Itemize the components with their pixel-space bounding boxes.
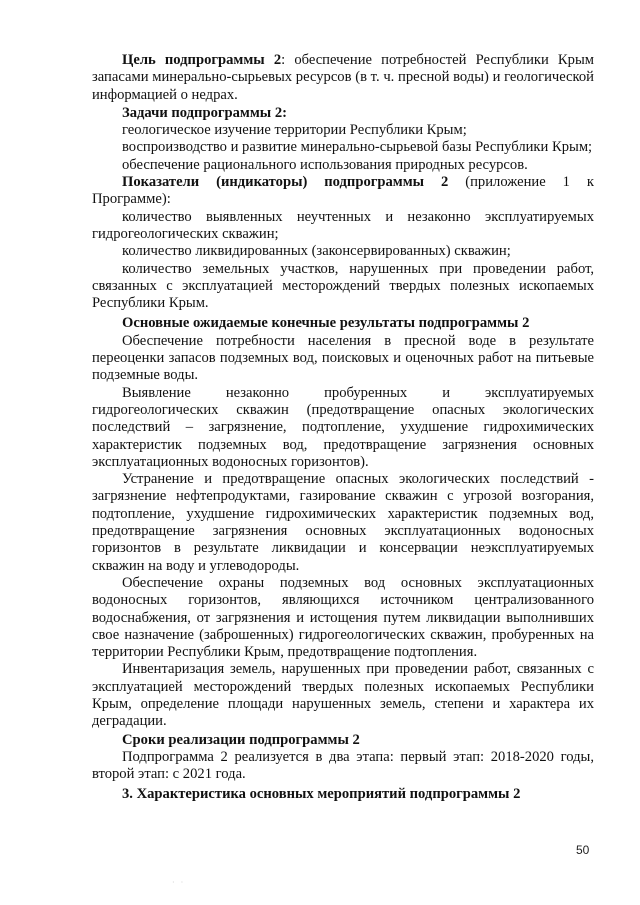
- results-paragraph: Обеспечение охраны подземных вод основных эксплуатационных водоносных горизонтов, являющихся источником централизованного водоснабжения, от загрязнения и истощения путем ликвидации выполнивших свое назначение (заброшенных) гидрогеологических скважин, пробуренных на территории Республики Крым, предотвращение подтопления.: [92, 574, 594, 661]
- results-paragraph: Инвентаризация земель, нарушенных при проведении работ, связанных с эксплуатацией месторождений твердых полезных ископаемых Республики Крым, определение площади нарушенных земель, степени и характера их деградации.: [92, 661, 594, 730]
- indicators-paragraph: [92, 174, 594, 209]
- task-item: воспроизводство и развитие минерально-сырьевой базы Республики Крым;: [122, 139, 593, 156]
- task-item: геологическое изучение территории Республики Крым;: [122, 122, 467, 139]
- section-3-heading: 3. Характеристика основных мероприятий подпрограммы 2: [122, 786, 521, 803]
- task-item: обеспечение рационального использования природных ресурсов.: [122, 156, 528, 173]
- goal-text: : обеспечение потребностей Республики Крым запасами минерально-сырьевых ресурсов (в т. ч. пресной воды) и геологической информацией о недрах.: [92, 52, 594, 103]
- results-paragraph: Обеспечение потребности населения в пресной воде в результате переоценки запасов подземных вод, поисковых и оценочных работ на питьевые подземные воды.: [92, 332, 594, 384]
- results-heading: Основные ожидаемые конечные результаты подпрограммы 2: [122, 315, 530, 332]
- page-number: 50: [576, 843, 590, 857]
- results-paragraph: Устранение и предотвращение опасных экологических последствий - загрязнение нефтепродуктами, газирование скважин с угрозой возгорания, подтопление, ухудшение гидрохимических характеристик подземных вод, предотвращение загрязнения основных эксплуатационных водоносных горизонтов в результате ликвидации и консервации неэксплуатируемых скважин на воду и углеводороды.: [92, 471, 594, 574]
- results-paragraph: Выявление незаконно пробуренных и эксплуатируемых гидрогеологических скважин (предотвращение опасных экологических последствий – загрязнение, подтопление, ухудшение гидрохимических характеристик подземных вод, предотвращение загрязнения основных эксплуатационных водоносных горизонтов).: [92, 384, 594, 470]
- indicator-item: количество выявленных неучтенных и незаконно эксплуатируемых гидрогеологических скважин;: [92, 208, 594, 242]
- goal-label: Цель подпрограммы 2: [122, 52, 282, 68]
- indicators-text: (приложение 1 к Программе):: [92, 174, 594, 208]
- indicator-item: количество земельных участков, нарушенных при проведении работ, связанных с эксплуатацией месторождений твердых полезных ископаемых Республики Крым.: [92, 260, 594, 312]
- indicator-item: количество ликвидированных (законсервированных) скважин;: [122, 243, 511, 260]
- scan-speck: · ·: [172, 878, 186, 887]
- terms-text: Подпрограмма 2 реализуется в два этапа: первый этап: 2018-2020 годы, второй этап: с 2021 года.: [92, 748, 594, 783]
- goal-paragraph: [92, 52, 594, 104]
- tasks-heading: Задачи подпрограммы 2:: [122, 104, 287, 121]
- indicators-label: Показатели (индикаторы) подпрограммы 2: [122, 174, 449, 191]
- terms-heading: Сроки реализации подпрограммы 2: [122, 731, 360, 748]
